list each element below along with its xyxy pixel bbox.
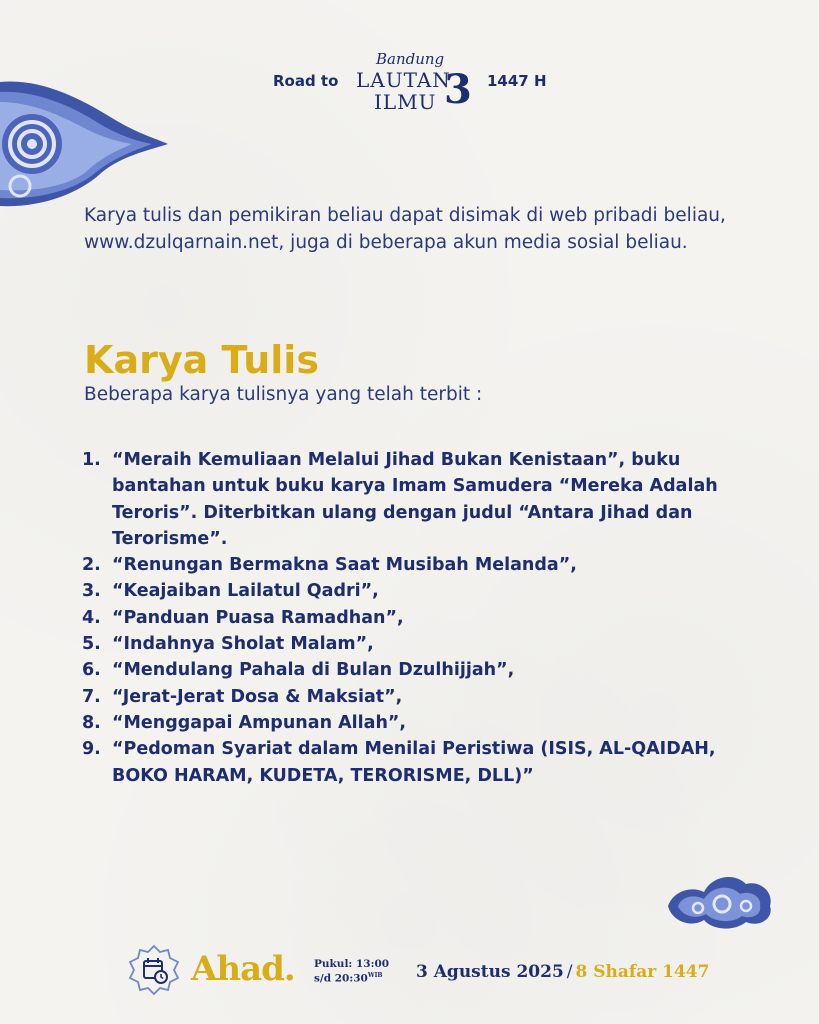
event-date xyxy=(416,962,709,982)
list-item xyxy=(82,552,732,578)
footer xyxy=(0,938,819,1008)
list-item xyxy=(82,710,732,736)
section-title: Karya Tulis xyxy=(84,338,319,382)
list-item-text: “Renungan Bermakna Saat Musibah Melanda”, xyxy=(112,555,577,576)
list-item-number: 2. xyxy=(82,555,101,576)
time-zone: WIB xyxy=(367,972,383,979)
time-start: Pukul: 13:00 xyxy=(314,958,390,970)
list-item-text: “Pedoman Syariat dalam Menilai Peristiwa (ISIS, AL-QAIDAH, BOKO HARAM, KUDETA, TERORISME, DLL)” xyxy=(112,739,716,786)
list-item-text: “Menggapai Ampunan Allah”, xyxy=(112,712,407,733)
list-item-text: “Jerat-Jerat Dosa & Maksiat”, xyxy=(112,686,403,707)
list-item xyxy=(82,657,732,683)
list-item-number: 4. xyxy=(82,607,101,628)
list-item-text: “Panduan Puasa Ramadhan”, xyxy=(112,607,404,628)
list-item-text: “Meraih Kemuliaan Melalui Jihad Bukan Kenistaan”, buku bantahan untuk buku karya Imam Samudera “Mereka Adalah Teroris”. Diterbitkan ulang dengan judul “Antara Jihad dan Terorisme”. xyxy=(112,450,718,549)
list-item-number: 8. xyxy=(82,712,101,733)
logo-line1: LAUTAN xyxy=(356,68,451,92)
list-item-text: “Mendulang Pahala di Bulan Dzulhijjah”, xyxy=(112,660,515,681)
calendar-clock-icon xyxy=(128,944,180,996)
book-list xyxy=(82,447,732,789)
list-item xyxy=(82,578,732,604)
list-item-number: 9. xyxy=(82,739,101,760)
header-road-to: Road to xyxy=(273,72,339,90)
event-logo xyxy=(352,48,472,116)
list-item-number: 6. xyxy=(82,660,101,681)
logo-number: 3 xyxy=(444,66,472,113)
list-item xyxy=(82,447,732,552)
list-item-number: 1. xyxy=(82,450,101,470)
header xyxy=(0,48,819,118)
gregorian-date: 3 Agustus 2025 xyxy=(416,962,564,982)
list-item-text: “Indahnya Sholat Malam”, xyxy=(112,634,374,655)
event-time xyxy=(314,958,389,985)
time-end: s/d 20:30 xyxy=(314,972,368,985)
list-item xyxy=(82,736,732,789)
intro-paragraph: Karya tulis dan pemikiran beliau dapat disimak di web pribadi beliau, www.dzulqarnain.net, juga di beberapa akun media sosial beliau. xyxy=(84,205,726,253)
event-day: Ahad. xyxy=(191,949,295,989)
list-item xyxy=(82,631,732,657)
list-item xyxy=(82,605,732,631)
list-item-number: 7. xyxy=(82,686,101,707)
cloud-ornament-right xyxy=(664,868,776,932)
hijri-date: 8 Shafar 1447 xyxy=(575,962,710,982)
logo-line2: ILMU xyxy=(374,90,437,114)
section-subtitle: Beberapa karya tulisnya yang telah terbit : xyxy=(84,384,483,405)
time-end-row xyxy=(314,970,389,985)
date-separator: / xyxy=(566,962,573,982)
list-item-number: 5. xyxy=(82,634,101,655)
list-item-number: 3. xyxy=(82,581,101,602)
list-item xyxy=(82,684,732,710)
list-item-text: “Keajaiban Lailatul Qadri”, xyxy=(112,581,379,602)
header-year: 1447 H xyxy=(487,72,547,90)
logo-script: Bandung xyxy=(376,50,445,68)
